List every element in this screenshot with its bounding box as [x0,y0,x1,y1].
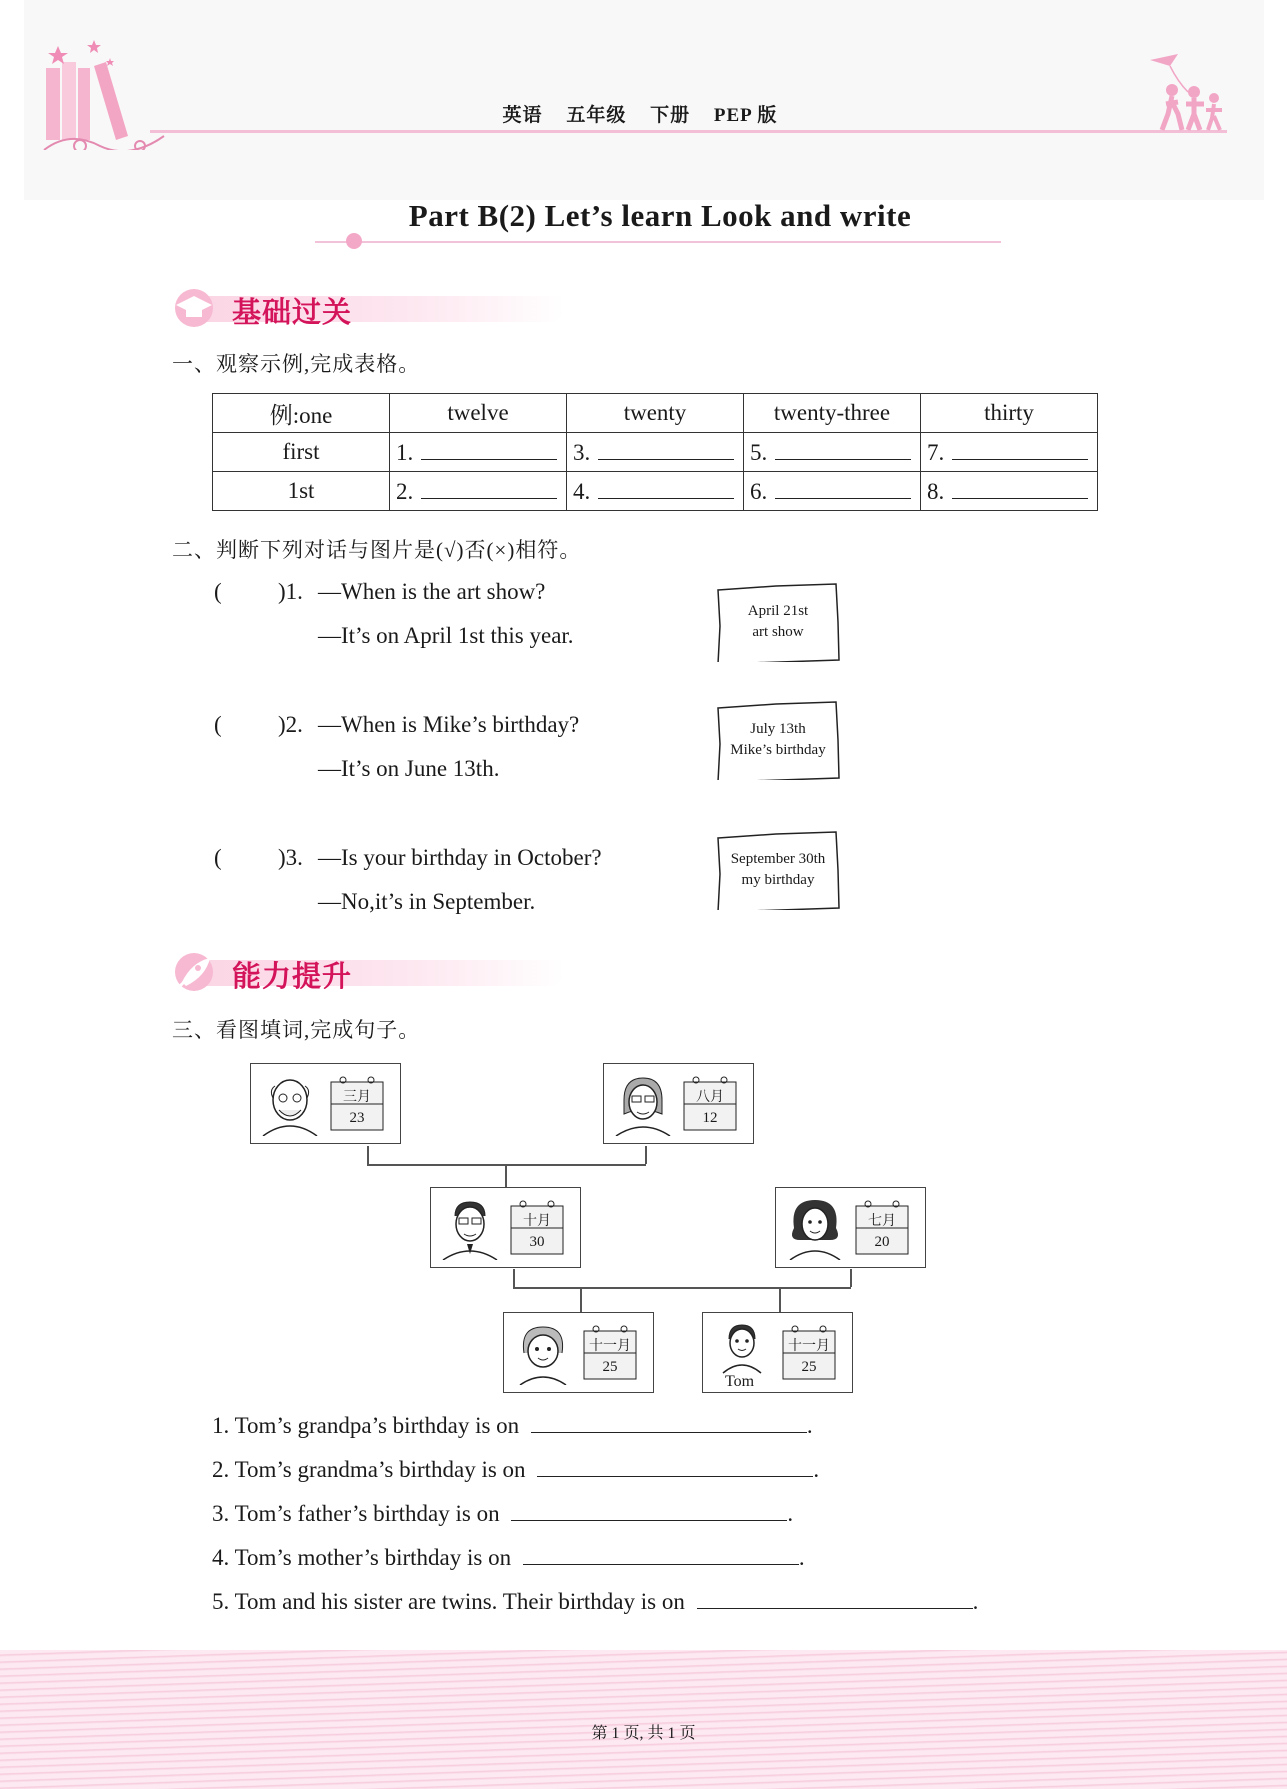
dialogue-line-answer: —It’s on June 13th. [318,756,500,781]
sentence-end: . [798,1545,805,1570]
card-line-2: my birthday [741,872,815,888]
section-banner-basic [172,286,572,330]
answer-blank[interactable] [511,1500,787,1521]
table-cell-first: first [213,433,390,472]
calendar-day: 12 [702,1110,718,1126]
dialogue-line-question: —When is the art show? [318,579,546,604]
grandma-portrait-icon [610,1070,676,1136]
table-row-1st [213,472,1098,511]
calendar-month: 八月 [696,1089,724,1105]
table-cell-twenty: twenty [567,394,744,433]
note-card [716,830,840,910]
tree-line [367,1164,646,1166]
mother-portrait-icon [782,1194,848,1260]
calendar-month: 十月 [523,1213,551,1229]
blank-number: 5. [750,439,768,465]
calendar-month: 三月 [343,1089,371,1105]
answer-blank[interactable] [537,1456,813,1477]
card-line-2: Mike’s birthday [730,742,826,758]
table-cell-1st: 1st [213,472,390,511]
dialogue-line-question: —When is Mike’s birthday? [318,712,580,737]
banner-label-basic: 基础过关 [232,297,353,329]
blank-number: 3. [573,439,591,465]
table-blank-cell[interactable] [744,472,921,511]
table-cell-twenty-three: twenty-three [744,394,921,433]
table-blank-cell[interactable] [390,472,567,511]
sentence-end: . [787,1501,794,1526]
tree-line [513,1287,851,1289]
dialogue-line-answer: —No,it’s in September. [318,889,536,914]
answer-paren[interactable]: ( [214,845,222,870]
header-rule [150,130,1227,133]
blank-line[interactable] [598,478,734,499]
table-cell-thirty: thirty [921,394,1098,433]
calendar-icon [507,1198,567,1256]
blank-line[interactable] [952,478,1088,499]
blank-number: 4. [573,478,591,504]
blank-number: 2. [396,478,414,504]
tree-line [850,1269,852,1287]
fill-sentence-1 [212,1412,813,1439]
part-title-rule [315,241,1001,243]
blank-number: 6. [750,478,768,504]
card-line-1: September 30th [730,851,826,867]
banner-label-advanced: 能力提升 [232,961,353,993]
calendar-month: 十一月 [589,1338,631,1354]
blank-line[interactable] [775,439,911,460]
calendar-icon [327,1074,387,1132]
calendar-month: 七月 [868,1213,896,1229]
blank-number: 8. [927,478,945,504]
header-grade: 五年级 [566,105,627,126]
q1-heading: 一、观察示例,完成表格。 [172,352,421,376]
tree-line [367,1146,369,1164]
calendar-day: 30 [529,1234,545,1250]
table-blank-cell[interactable] [921,472,1098,511]
answer-blank[interactable] [531,1412,807,1433]
sentence-end: . [806,1413,813,1438]
father-portrait-icon [437,1194,503,1260]
calendar-month: 十一月 [788,1338,830,1354]
answer-paren[interactable]: ( [214,712,222,737]
sentence-text: 4. Tom’s mother’s birthday is on [212,1545,512,1570]
tree-line [513,1269,515,1287]
part-title: Part B(2) Let’s learn Look and write [408,198,912,233]
table-blank-cell[interactable] [744,433,921,472]
header-subject: 英语 [502,105,543,126]
answer-blank[interactable] [523,1544,799,1565]
family-card-sister [503,1312,654,1393]
sentence-text: 3. Tom’s father’s birthday is on [212,1501,500,1526]
q3-heading: 三、看图填词,完成句子。 [172,1018,421,1042]
blank-line[interactable] [598,439,734,460]
table-blank-cell[interactable] [567,472,744,511]
table-row-first [213,433,1098,472]
card-line-1: July 13th [750,721,806,737]
tree-line [580,1287,582,1312]
tree-line [779,1287,781,1312]
calendar-icon [580,1323,640,1381]
note-card [716,582,840,662]
table-cell-twelve: twelve [390,394,567,433]
calendar-day: 23 [349,1110,365,1126]
item-number: )2. [278,712,303,737]
sentence-text: 2. Tom’s grandma’s birthday is on [212,1457,526,1482]
calendar-day: 25 [602,1359,618,1375]
card-line-1: April 21st [747,603,809,619]
table-header-row [213,394,1098,433]
calendar-icon [852,1198,912,1256]
sentence-text: 5. Tom and his sister are twins. Their birthday is on [212,1589,685,1614]
sentence-end: . [813,1457,820,1482]
header-volume: 下册 [650,105,691,126]
fill-sentence-3 [212,1500,793,1527]
header-edition: PEP 版 [713,105,778,126]
calendar-icon [680,1074,740,1132]
item-number: )1. [278,579,303,604]
answer-blank[interactable] [697,1588,973,1609]
family-card-grandma [603,1063,754,1144]
answer-paren[interactable]: ( [214,579,222,604]
item-number: )3. [278,845,303,870]
tom-name-label: Tom [725,1373,755,1390]
blank-line[interactable] [421,439,557,460]
table-cell-example: 例:one [213,394,390,433]
family-card-tom [702,1312,853,1393]
calendar-day: 25 [801,1359,817,1375]
dialogue-line-question: —Is your birthday in October? [318,845,602,870]
family-card-father [430,1187,581,1268]
page-number: 第 1 页, 共 1 页 [591,1725,696,1742]
tree-line [505,1164,507,1187]
sentence-end: . [972,1589,979,1614]
sister-portrait-icon [510,1319,576,1385]
blank-line[interactable] [421,478,557,499]
calendar-icon [779,1323,839,1381]
rocket-icon [172,952,220,992]
kids-kite-icon [1148,52,1230,132]
tree-line [645,1146,647,1164]
table-blank-cell[interactable] [390,433,567,472]
ordinal-table [212,393,1098,511]
table-blank-cell[interactable] [921,433,1098,472]
fill-sentence-2 [212,1456,819,1483]
note-card [716,700,840,780]
q2-heading: 二、判断下列对话与图片是(√)否(×)相符。 [172,538,582,562]
fill-sentence-5 [212,1588,978,1615]
card-line-2: art show [752,624,804,640]
blank-line[interactable] [952,439,1088,460]
fill-sentence-4 [212,1544,805,1571]
header-title [440,100,840,127]
blank-number: 1. [396,439,414,465]
part-title-dot [346,233,362,249]
family-card-grandpa [250,1063,401,1144]
calendar-day: 20 [874,1234,890,1250]
table-blank-cell[interactable] [567,433,744,472]
family-card-mother [775,1187,926,1268]
books-logo-icon [40,38,170,150]
dialogue-line-answer: —It’s on April 1st this year. [318,623,574,648]
section-banner-advanced [172,950,572,994]
graduation-cap-icon [172,288,220,328]
sentence-text: 1. Tom’s grandpa’s birthday is on [212,1413,520,1438]
grandpa-portrait-icon [257,1070,323,1136]
blank-line[interactable] [775,478,911,499]
blank-number: 7. [927,439,945,465]
